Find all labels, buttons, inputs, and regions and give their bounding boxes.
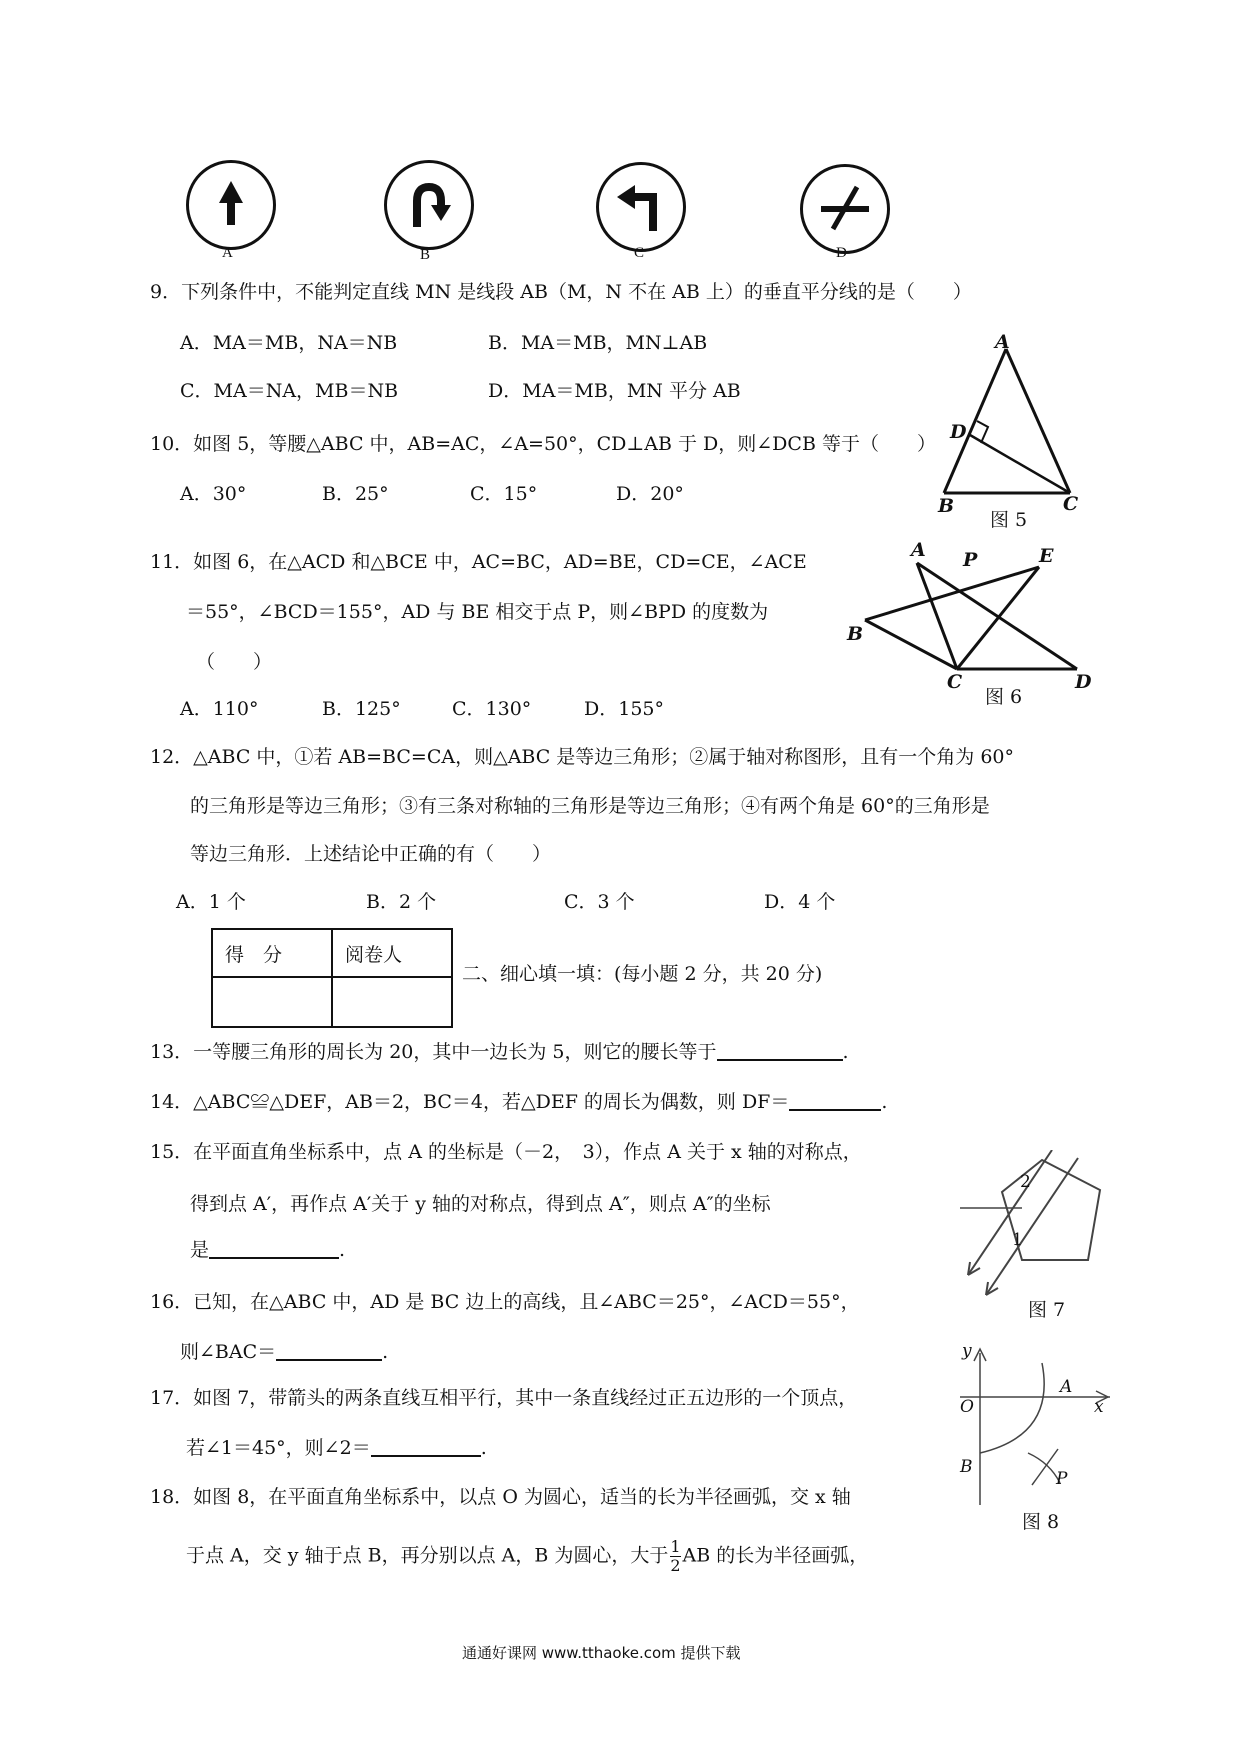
figure-6-label-c: C (947, 671, 963, 693)
figure-5-label-a: A (995, 331, 1010, 353)
question-11-option-b: B．125° (322, 698, 401, 720)
question-18-fraction-denominator: 2 (670, 1556, 681, 1575)
question-10-stem: 10．如图 5，等腰△ABC 中，AB=AC，∠A=50°，CD⊥AB 于 D，则∠DCB 等于（ ） (150, 433, 936, 455)
question-11-option-c: C．130° (452, 698, 532, 720)
grader-cell[interactable] (332, 977, 452, 1027)
question-11-option-d: D．155° (584, 698, 664, 720)
figure-6-label-d: D (1075, 671, 1092, 693)
figure-8-label-b: B (960, 1457, 973, 1477)
question-12-line-2: 的三角形是等边三角形；③有三条对称轴的三角形是等边三角形；④有两个角是 60°的三角形是 (190, 795, 990, 817)
question-18-text-a: 于点 A，交 y 轴于点 B，再分别以点 A，B 为圆心，大于 (186, 1544, 669, 1567)
sign-label-a: A (222, 245, 233, 261)
figure-6-label-e: E (1039, 545, 1054, 567)
question-14-answer-blank[interactable] (789, 1091, 881, 1111)
question-18-fraction (670, 1538, 680, 1575)
figure-6-label-p: P (963, 549, 978, 571)
question-15-line-1: 15．在平面直角坐标系中，点 A 的坐标是（－2， 3），作点 A 关于 x 轴的对称点， (150, 1141, 862, 1163)
page-footer: 通通好课网 www.tthaoke.com 提供下载 (462, 1644, 741, 1662)
figure-5 (930, 331, 1090, 535)
question-9-option-a: A．MA＝MB，NA＝NB (180, 332, 398, 354)
question-15-answer-blank[interactable] (209, 1239, 339, 1259)
question-10-option-d: D．20° (616, 483, 684, 505)
question-15-prefix: 是 (190, 1239, 210, 1261)
grader-header: 阅卷人 (332, 929, 452, 977)
figure-8-label-y: y (962, 1341, 972, 1361)
question-10-option-c: C．15° (470, 483, 538, 505)
figure-7-caption: 图 7 (1028, 1299, 1066, 1321)
question-12-option-a: A．1 个 (176, 891, 246, 913)
section-2-heading: 二、细心填一填：(每小题 2 分，共 20 分) (462, 963, 823, 985)
question-9-option-c: C．MA＝NA，MB＝NB (180, 380, 399, 402)
question-13 (150, 1040, 849, 1064)
question-16-line-1: 16．已知，在△ABC 中，AD 是 BC 边上的高线，且∠ABC＝25°，∠ACD＝55°， (150, 1291, 860, 1313)
question-15-line-2: 得到点 A′，再作点 A′关于 y 轴的对称点，得到点 A″，则点 A″的坐标 (190, 1193, 771, 1215)
question-12-option-c: C．3 个 (564, 891, 635, 913)
question-15-end: . (339, 1239, 346, 1261)
figure-7 (960, 1150, 1120, 1320)
figure-6-caption: 图 6 (985, 686, 1023, 708)
question-12-option-b: B．2 个 (366, 891, 437, 913)
question-11-line-3: （ ） (196, 651, 273, 673)
figure-5-label-b: B (938, 495, 955, 517)
question-13-end: . (842, 1041, 849, 1063)
figure-6 (845, 539, 1105, 708)
question-9-option-b: B．MA＝MB，MN⊥AB (488, 332, 708, 354)
question-10-option-b: B．25° (322, 483, 389, 505)
sign-label-b: B (420, 247, 431, 263)
score-table (211, 928, 453, 1028)
question-17-line-1: 17．如图 7，带箭头的两条直线互相平行，其中一条直线经过正五边形的一个顶点， (150, 1387, 858, 1409)
question-13-answer-blank[interactable] (717, 1041, 843, 1061)
straight-arrow-icon (189, 163, 273, 247)
question-13-text: 13．一等腰三角形的周长为 20，其中一边长为 5，则它的腰长等于 (150, 1041, 717, 1063)
score-cell[interactable] (212, 977, 332, 1027)
question-16-line-2 (180, 1340, 388, 1364)
sign-a (186, 160, 276, 250)
left-turn-arrow-icon (599, 165, 683, 249)
sign-label-c: C (634, 245, 645, 261)
question-11-line-1: 11．如图 6，在△ACD 和△BCE 中，AC=BC，AD=BE，CD=CE，∠ACE (150, 551, 807, 573)
question-18-line-1: 18．如图 8，在平面直角坐标系中，以点 O 为圆心，适当的长为半径画弧，交 x 轴 (150, 1486, 851, 1508)
figure-8-label-o: O (960, 1397, 974, 1417)
no-passing-icon (803, 167, 887, 251)
figure-5-label-c: C (1063, 493, 1079, 515)
question-16-answer-blank[interactable] (276, 1341, 382, 1361)
figure-7-angle-2: 2 (1020, 1172, 1031, 1192)
question-14-end: . (881, 1091, 888, 1113)
question-16-end: . (382, 1341, 389, 1363)
figure-6-label-b: B (847, 623, 864, 645)
sign-b (384, 160, 474, 250)
question-12-line-3: 等边三角形．上述结论中正确的有（ ） (190, 843, 552, 865)
question-9-stem: 9．下列条件中，不能判定直线 MN 是线段 AB（M，N 不在 AB 上）的垂直平分线的是（ ） (150, 281, 972, 303)
figure-6-label-a: A (911, 539, 926, 561)
figure-8 (960, 1341, 1110, 1540)
score-header: 得 分 (212, 929, 332, 977)
question-12-line-1: 12．△ABC 中，①若 AB=BC=CA，则△ABC 是等边三角形；②属于轴对称图形，且有一个角为 60° (150, 746, 1015, 768)
question-11-line-2: ＝55°，∠BCD＝155°，AD 与 BE 相交于点 P，则∠BPD 的度数为 (186, 601, 769, 623)
question-17-prefix: 若∠1＝45°，则∠2＝ (186, 1437, 371, 1459)
sign-label-d: D (836, 245, 847, 261)
figure-8-caption: 图 8 (1022, 1511, 1060, 1533)
question-18-fraction-numerator: 1 (670, 1537, 681, 1556)
figure-5-caption: 图 5 (990, 509, 1028, 531)
question-17-answer-blank[interactable] (371, 1437, 481, 1457)
figure-8-label-x: x (1094, 1397, 1104, 1417)
question-18-text-b: AB 的长为半径画弧， (682, 1544, 869, 1567)
question-18-line-2 (186, 1538, 868, 1575)
question-9-option-d: D．MA＝MB，MN 平分 AB (488, 380, 741, 402)
figure-8-label-p: P (1056, 1469, 1068, 1489)
sign-c (596, 162, 686, 252)
question-17-line-2 (186, 1436, 487, 1460)
figure-8-label-a: A (1060, 1377, 1073, 1397)
question-16-prefix: 则∠BAC＝ (180, 1341, 277, 1363)
question-12-option-d: D．4 个 (764, 891, 836, 913)
u-turn-arrow-icon (387, 163, 471, 247)
question-15-line-3 (190, 1238, 345, 1262)
question-11-option-a: A．110° (180, 698, 259, 720)
figure-7-angle-1: 1 (1012, 1230, 1023, 1250)
question-14-text: 14．△ABC≌△DEF，AB＝2，BC＝4，若△DEF 的周长为偶数，则 DF＝ (150, 1091, 790, 1113)
sign-d (800, 164, 890, 254)
question-17-end: . (480, 1437, 487, 1459)
question-14 (150, 1090, 887, 1114)
figure-5-label-d: D (950, 421, 967, 443)
question-10-option-a: A．30° (180, 483, 247, 505)
